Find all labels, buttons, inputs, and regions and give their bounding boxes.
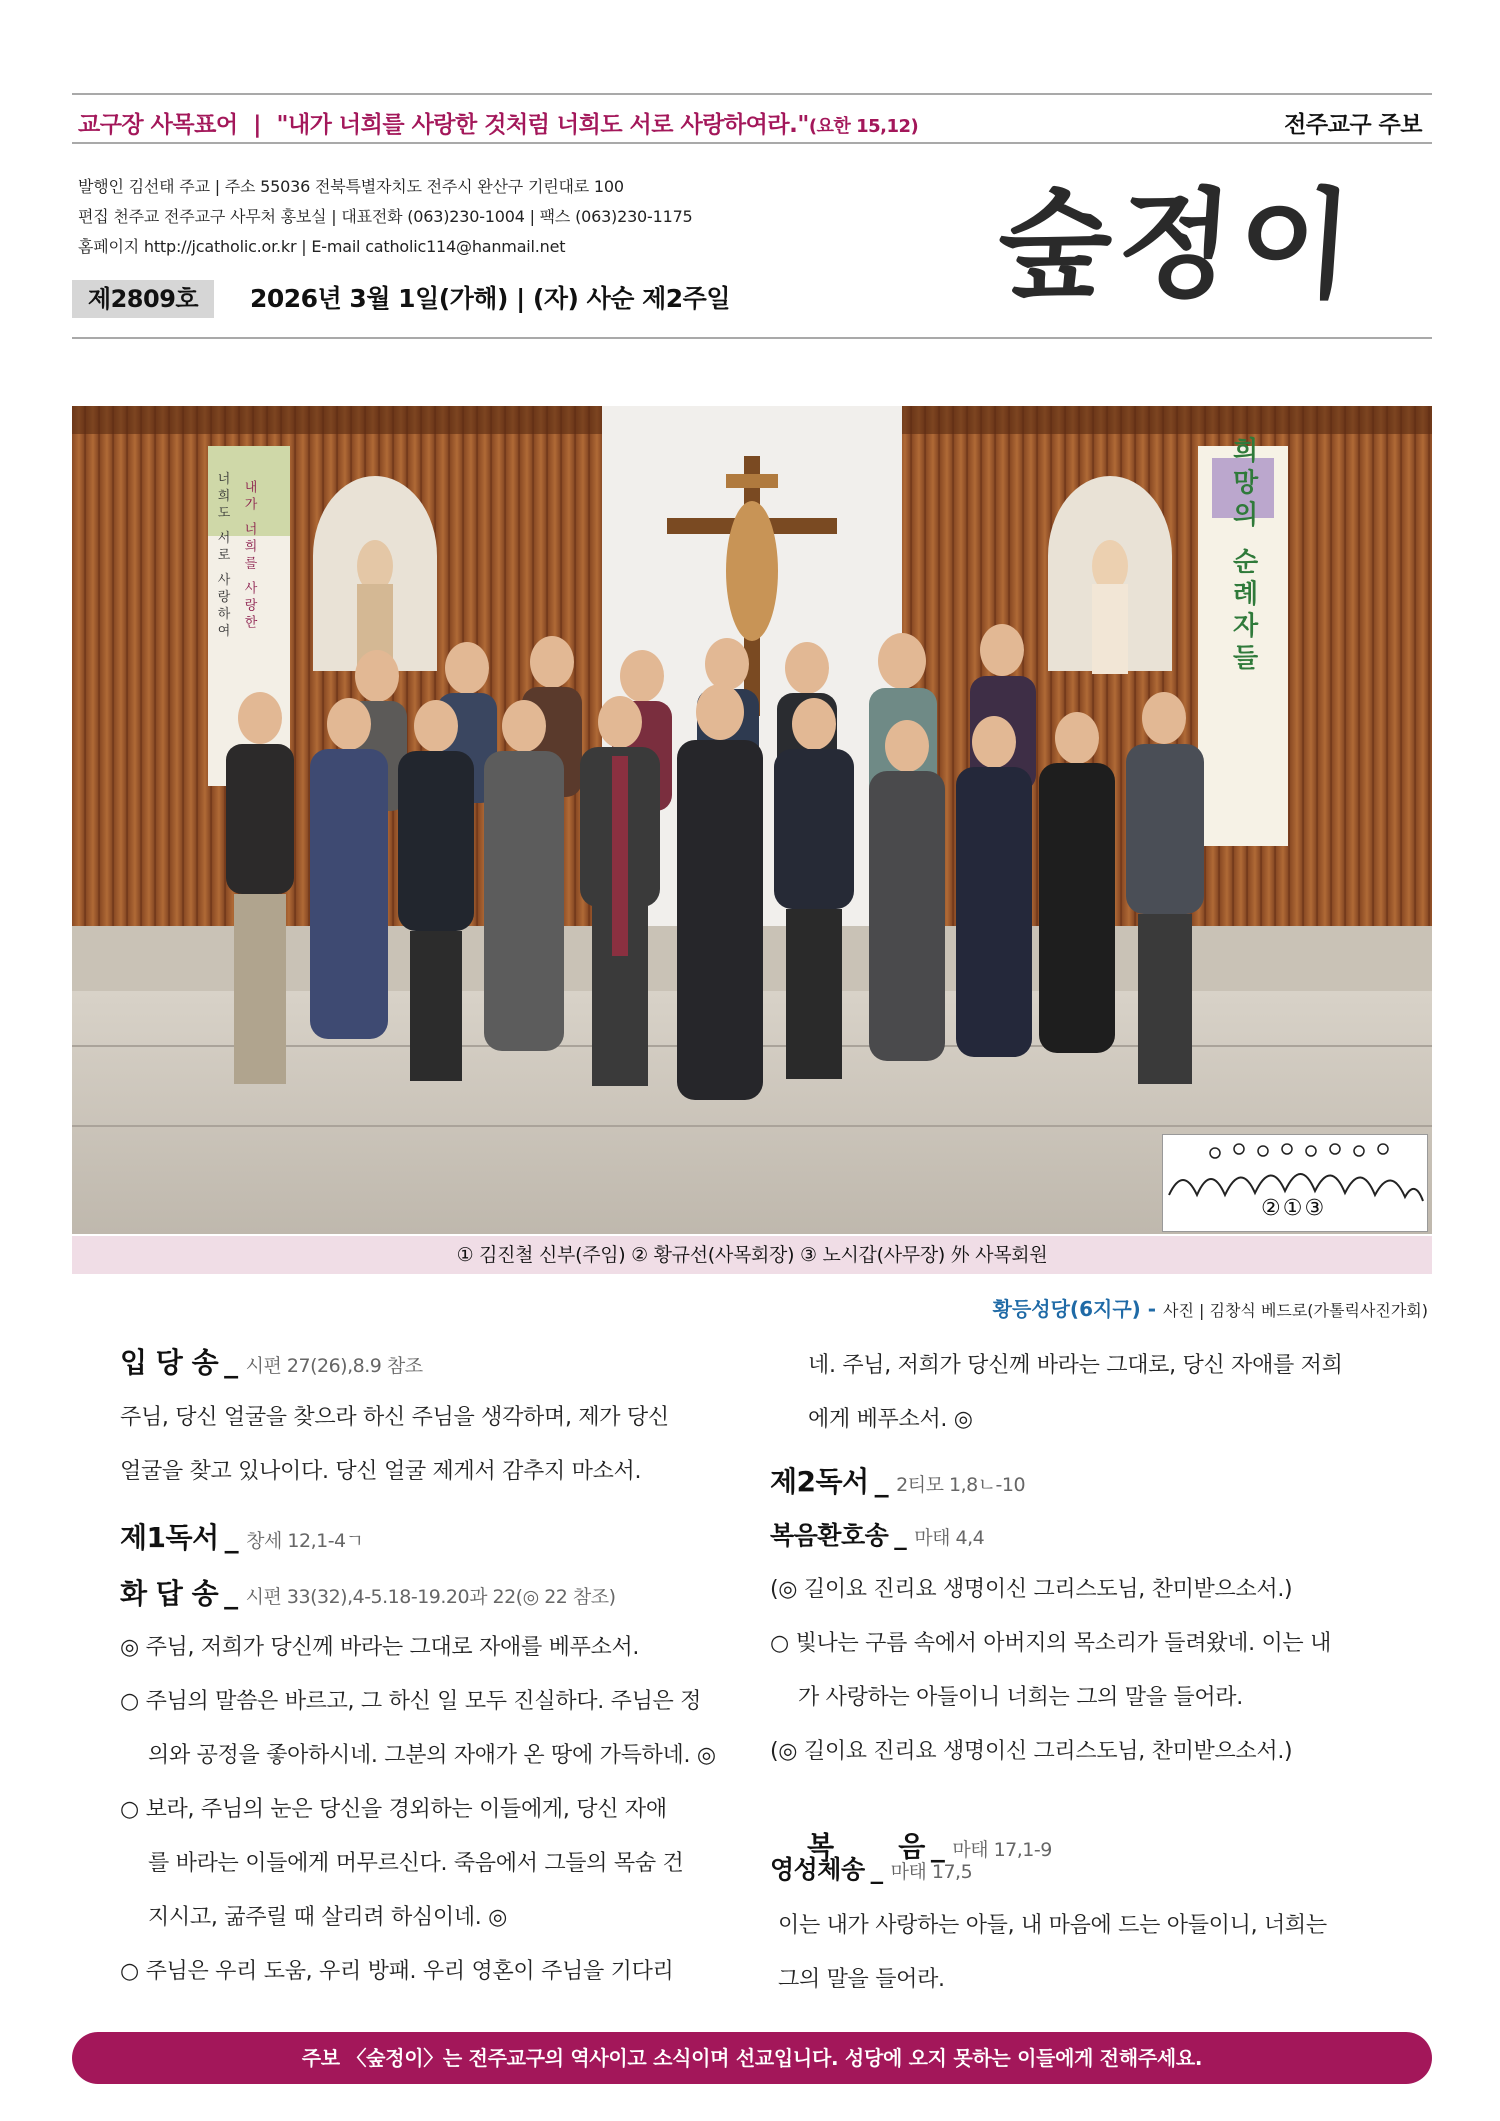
psalm-line-3: 의와 공정을 좋아하시네. 그분의 자애가 온 땅에 가득하네. ◎ — [148, 1743, 716, 1768]
publisher-line-1: 발행인 김선태 주교 | 주소 55036 전북특별자치도 전주시 완산구 기린대로 100 — [78, 177, 624, 196]
publisher-line-2: 편집 천주교 전주교구 사무처 홍보실 | 대표전화 (063)230-1004 | 팩스 (063)230-1175 — [78, 207, 693, 226]
photo-key-numbers: ②①③ — [1261, 1196, 1327, 1221]
acclamation-line-3: 가 사랑하는 아들이니 너희는 그의 말을 들어라. — [798, 1685, 1243, 1710]
motto-ref: (요한 15,12) — [808, 116, 919, 137]
issue-divider — [72, 337, 1432, 339]
communion-antiphon-heading: 영성체송 _ 마태 17,5 — [770, 1855, 973, 1884]
bishop-motto — [78, 106, 918, 139]
priest — [677, 740, 763, 1100]
second-reading-heading: 제2독서 _ 2티모 1,8ㄴ-10 — [770, 1465, 1026, 1498]
psalm-line-6: 지시고, 굶주릴 때 살리려 하심이네. ◎ — [148, 1905, 508, 1930]
photo-caption: ① 김진철 신부(주임) ② 황규선(사목회장) ③ 노시갑(사무장) 外 사목회원 — [72, 1236, 1432, 1274]
entrance-ref: 시편 27(26),8.9 참조 — [245, 1355, 423, 1377]
banner-right-text: 희망의 순례자들 — [1228, 436, 1258, 676]
motto-text: "내가 너희를 사랑한 것처럼 너희도 서로 사랑하여라." — [276, 112, 809, 138]
footer-banner: 주보 〈숲정이〉는 전주교구의 역사이고 소식이며 선교입니다. 성당에 오지 못하는 이들에게 전해주세요. — [72, 2032, 1432, 2084]
banner-left-text-1: 내가 너희를 사랑한 — [241, 479, 257, 633]
psalm-cont-line-2: 에게 베푸소서. ◎ — [808, 1407, 973, 1432]
masthead — [993, 170, 1428, 320]
entrance-line-1: 주님, 당신 얼굴을 찾으라 하신 주님을 생각하며, 제가 당신 — [120, 1405, 669, 1430]
psalm-line-4: ○ 보라, 주님의 눈은 당신을 경외하는 이들에게, 당신 자애 — [120, 1797, 667, 1822]
gospel-heading: 복 음 _ 마태 17,1-9 — [807, 1830, 1052, 1863]
photo-key-inset — [1162, 1134, 1428, 1232]
psalm-line-1: ◎ 주님, 저희가 당신께 바라는 그대로 자애를 베푸소서. — [120, 1635, 640, 1660]
banner-left-text-2: 너희도 서로 사랑하여 — [214, 471, 230, 641]
motto-separator: | — [253, 112, 261, 138]
acclamation-line-2: ○ 빛나는 구름 속에서 아버지의 목소리가 들려왔네. 이는 내 — [770, 1631, 1332, 1656]
weekly-label: 전주교구 주보 — [1284, 112, 1422, 138]
entrance-antiphon-heading: 입 당 송 _ 시편 27(26),8.9 참조 — [120, 1346, 423, 1379]
motto-label: 교구장 사목표어 — [78, 112, 238, 138]
photographer-credit: 사진 | 김창식 베드로(가톨릭사진가회) — [1163, 1301, 1428, 1320]
entrance-line-2: 얼굴을 찾고 있나이다. 당신 얼굴 제게서 감추지 마소서. — [120, 1459, 642, 1484]
publisher-line-3: 홈페이지 http://jcatholic.or.kr | E-mail catholic114@hanmail.net — [78, 237, 566, 256]
issue-number: 제2809호 — [72, 280, 214, 318]
communion-line-2: 그의 말을 들어라. — [778, 1967, 945, 1992]
masthead-title: 숲정이 — [993, 176, 1363, 314]
cover-photo — [72, 406, 1432, 1234]
church-group-photo — [72, 406, 1432, 1234]
entrance-title: 입 당 송 — [120, 1346, 219, 1379]
communion-line-1: 이는 내가 사랑하는 아들, 내 마음에 드는 아들이니, 너희는 — [778, 1913, 1327, 1938]
psalm-line-5: 를 바라는 이들에게 머무르신다. 죽음에서 그들의 목숨 건 — [148, 1851, 684, 1876]
psalm-cont-line-1: 네. 주님, 저희가 당신께 바라는 그대로, 당신 자애를 저희 — [808, 1353, 1343, 1378]
psalm-heading: 화 답 송 _ 시편 33(32),4-5.18-19.20과 22(◎ 22 참조) — [120, 1577, 616, 1610]
parish-name: 황등성당(6지구) — [992, 1297, 1141, 1321]
acclamation-line-1: (◎ 길이요 진리요 생명이신 그리스도님, 찬미받으소서.) — [770, 1577, 1293, 1602]
psalm-line-2: ○ 주님의 말씀은 바르고, 그 하신 일 모두 진실하다. 주님은 정 — [120, 1689, 702, 1714]
header-divider — [72, 142, 1432, 144]
issue-date: 2026년 3월 1일(가해) | (자) 사순 제2주일 — [250, 284, 730, 313]
top-rule — [72, 93, 1432, 95]
first-reading-heading: 제1독서 _ 창세 12,1-4ㄱ — [120, 1521, 364, 1554]
gospel-acclamation-heading: 복음환호송 _ 마태 4,4 — [770, 1521, 985, 1550]
acclamation-line-4: (◎ 길이요 진리요 생명이신 그리스도님, 찬미받으소서.) — [770, 1739, 1293, 1764]
psalm-line-7: ○ 주님은 우리 도움, 우리 방패. 우리 영혼이 주님을 기다리 — [120, 1959, 674, 1984]
credit-dash: - — [1140, 1297, 1164, 1321]
photo-credit — [993, 1293, 1428, 1322]
